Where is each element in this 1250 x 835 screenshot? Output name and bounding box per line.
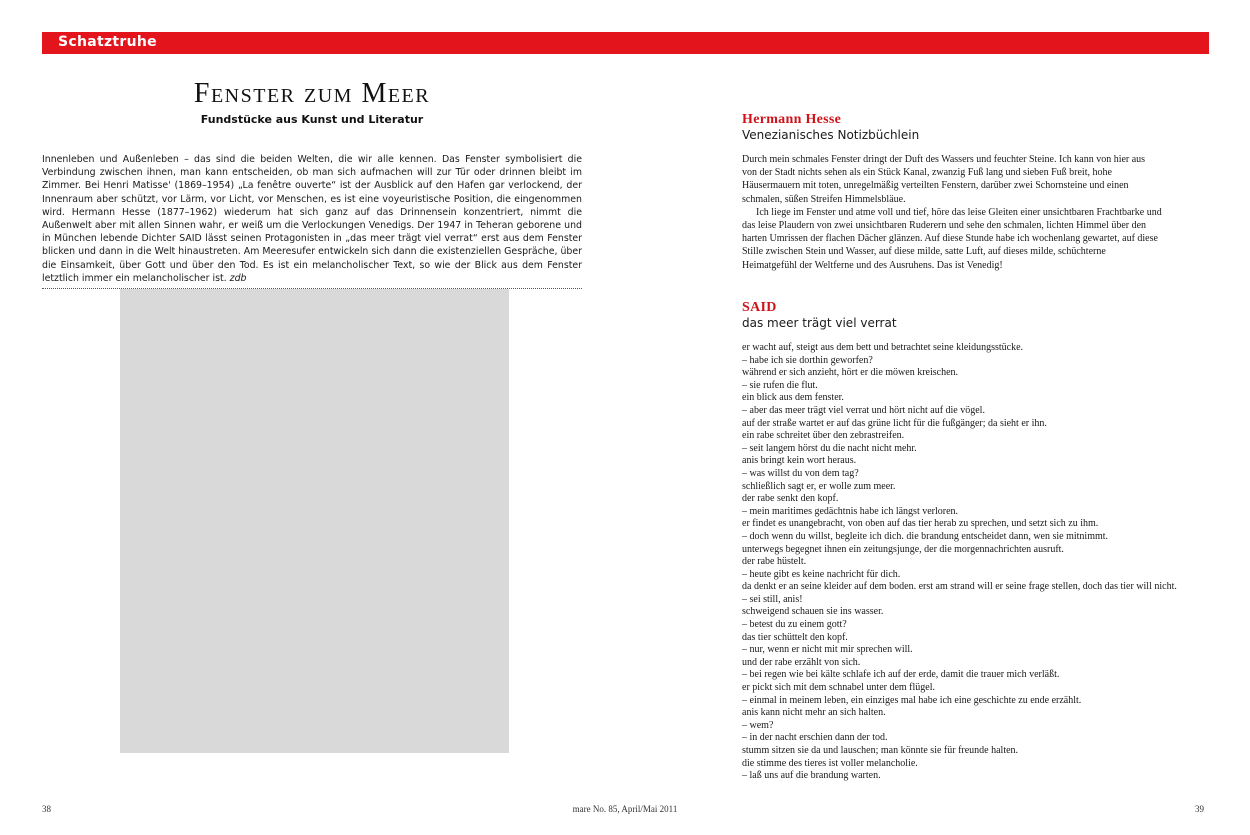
poem-line: er pickt sich mit dem schnabel unter dem flügel. [742, 682, 935, 694]
section-work-said: das meer trägt viel verrat [742, 316, 897, 330]
section-author-said: SAID [742, 300, 777, 315]
poem-line: das tier schüttelt den kopf. [742, 631, 848, 643]
intro-body: Innenleben und Außenleben – das sind die beiden Welten, die wir alle kennen. Das Fenster symbolisiert die Verbindung zwischen ihnen, man kann entscheiden, ob man sich aufmachen will zur Tür oder drinnen bleibt im Zimmer. Bei Henri Matisse' (1869–1954) „La fenêtre ouverte“ ist der Ausblick auf den Hafen gar verlockend, der Innenraum aber schützt, vor Lärm, vor Licht, vor Menschen, es ist eine voyeuristische Position, die eingenommen wird. Hermann Hesse (1877–1962) wiederum hat sich ganz auf das Drinnensein konzentriert, nimmt die Außenwelt aber mit allen Sinnen wahr, er weiß um die Verlockungen Venedigs. Der 1947 in Teheran geborene und in München lebende Dichter SAID lässt seinen Protagonisten in „das meer trägt viel verrat“ erst aus dem Fenster blicken und dann in die Welt hinaustreten. Am Meeresufer entwickeln sich dann die existenziellen Gespräche, über die Einsamkeit, über Gott und über den Tod. Es ist ein melancholischer Text, so wie der Blick aus dem Fenster letztlich immer ein melancholischer ist. [42, 154, 582, 284]
poem-line: er wacht auf, steigt aus dem bett und betrachtet seine kleidungsstücke. [742, 342, 1024, 353]
issue-footer: mare No. 85, April/Mai 2011 [572, 804, 678, 814]
image-placeholder [120, 289, 509, 753]
hesse-paragraph: Ich liege im Fenster und atme voll und tief, höre das leise Gleiten einer unsichtbaren Frachtbarke und das leise Plaudern von zwei unsichtbaren Ruderern und sehe den schmalen, lichten Himmel über den harten Umrissen der flachen Dächer glänzen. Auf diese Stunde habe ich wochenlang gewartet, auf diese Stille zwischen Stein und Wasser, auf diese milde, satte Luft, auf dieses milde, schüchterne Heimatgefühl der Weltferne und des Ausruhens. Das ist Venedig! [742, 206, 1162, 271]
poem-line: – einmal in meinem leben, ein einziges mal habe ich eine geschichte zu ende erzählt. [742, 694, 1082, 706]
poem-line: – doch wenn du willst, begleite ich dich. die brandung entscheidet dann, wen sie mitnimmt. [742, 530, 1109, 542]
poem-line: er findet es unangebracht, von oben auf das tier herab zu sprechen, und setzt sich zu ihm. [742, 518, 1099, 530]
poem-line: – seit langem hörst du die nacht nicht mehr. [742, 442, 917, 454]
page-number-left: 38 [42, 804, 51, 814]
poem-line: schweigend schauen sie ins wasser. [742, 606, 884, 618]
page-subtitle: Fundstücke aus Kunst und Literatur [200, 113, 424, 126]
poem-line: – heute gibt es keine nachricht für dich. [742, 568, 901, 580]
page-title: Fenster zum Meer [193, 78, 431, 109]
hesse-text [742, 153, 1162, 272]
poem-line: – was willst du von dem tag? [742, 467, 859, 479]
poem-line: die stimme des tieres ist voller melancholie. [742, 757, 918, 769]
section-banner [42, 32, 1209, 54]
poem-line: – wem? [742, 719, 774, 731]
poem-line: – nur, wenn er nicht mit mir sprechen will. [742, 644, 913, 656]
poem-line: – bei regen wie bei kälte schlafe ich auf der erde, damit die trauer mich verläßt. [742, 669, 1060, 681]
poem-line: anis kann nicht mehr an sich halten. [742, 707, 886, 719]
poem-line: da denkt er an seine kleider auf dem boden. erst am strand will er seine frage stellen, doch das tier will nicht. [742, 581, 1177, 593]
poem-line: – sei still, anis! [742, 593, 803, 605]
poem-line: – habe ich sie dorthin geworfen? [742, 354, 873, 366]
poem-line: auf der straße wartet er auf das grüne licht für die fußgänger; da sieht er ihn. [742, 417, 1047, 429]
poem-line: – sie rufen die flut. [742, 379, 818, 391]
poem-line: der rabe senkt den kopf. [742, 493, 839, 505]
section-work-hesse: Venezianisches Notizbüchlein [742, 128, 920, 142]
poem-line: der rabe hüstelt. [742, 556, 807, 568]
banner-label: Schatztruhe [58, 34, 157, 50]
poem-line: stumm sitzen sie da und lauschen; man könnte sie für freunde halten. [742, 745, 1019, 756]
poem-line: ein blick aus dem fenster. [742, 392, 844, 404]
section-author-hesse: Hermann Hesse [742, 112, 842, 127]
hesse-paragraph: Durch mein schmales Fenster dringt der Duft des Wassers und feuchter Steine. Ich kann von hier aus von der Stadt nichts sehen als ein Stück Kanal, zwanzig Fuß lang und sieben Fuß breit, hohe Häusermauern mit toten, unregelmäßig verteilten Fenstern, darüber zwei Schornsteine und einen schmalen, süßen Streifen Himmelsbläue. [742, 154, 1146, 205]
poem-line: – mein maritimes gedächtnis habe ich längst verloren. [742, 505, 959, 517]
poem-line: schließlich sagt er, er wolle zum meer. [742, 480, 896, 492]
poem-line: während er sich anzieht, hört er die möwen kreischen. [742, 367, 959, 379]
poem-line: – betest du zu einem gott? [742, 619, 847, 631]
poem-text [742, 342, 1212, 783]
poem-line: und der rabe erzählt von sich. [742, 656, 861, 668]
poem-line: – in der nacht erschien dann der tod. [742, 732, 888, 744]
poem-line: ein rabe schreitet über den zebrastreifen. [742, 430, 905, 442]
poem-line: unterwegs begegnet ihnen ein zeitungsjunge, der die morgennachrichten ausruft. [742, 543, 1064, 555]
intro-text [42, 153, 582, 289]
author-signature: zdb [229, 272, 247, 284]
page-number-right: 39 [1195, 804, 1204, 814]
poem-line: – laß uns auf die brandung warten. [742, 770, 881, 782]
poem-line: anis bringt kein wort heraus. [742, 455, 857, 467]
poem-line: – aber das meer trägt viel verrat und hört nicht auf die vögel. [742, 404, 985, 416]
